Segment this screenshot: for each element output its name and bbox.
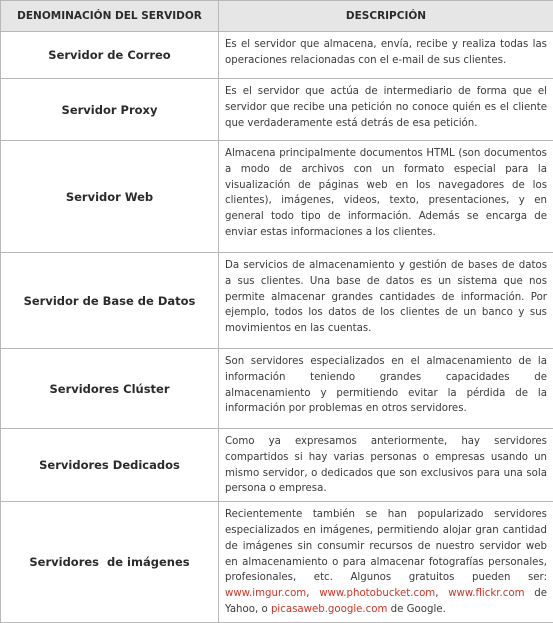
separator-text: , [435, 588, 448, 599]
description-text: de Google. [387, 604, 445, 615]
description-text: de Yahoo, o [225, 588, 547, 615]
server-name: Servidor de Correo [1, 32, 219, 79]
table-row [1, 79, 553, 141]
server-description: Es el servidor que almacena, envía, recibe y realiza todas las operaciones relacionadas con el e-mail de sus clientes. [219, 32, 553, 79]
table-row [1, 502, 553, 623]
server-description: Son servidores especializados en el almacenamiento de la información teniendo grandes capacidades de almacenamiento y permitiendo evitar la pérdida de la información por problemas en otros servidores. [219, 349, 553, 429]
server-description: Como ya expresamos anteriormente, hay servidores compartidos si hay varias personas o empresas usando un mismo servidor, o dedicados que son exclusivos para una sola persona o empresa. [219, 429, 553, 502]
server-description: Da servicios de almacenamiento y gestión de bases de datos a sus clientes. Una base de datos es un sistema que nos permite almacenar grandes cantidades de información. Por ejemplo, todos los datos de los clientes de un banco y sus movimientos en las cuentas. [219, 253, 553, 349]
table-row [1, 32, 553, 79]
header-descripcion: DESCRIPCIÓN [219, 1, 553, 32]
table-row [1, 429, 553, 502]
server-name: Servidores Clúster [1, 349, 219, 429]
flickr-link[interactable]: www.flickr.com [448, 588, 524, 599]
server-description: Almacena principalmente documentos HTML (son documentos a modo de archivos con un formato especial para la visualización de páginas web en los navegadores de los clientes), imágenes, videos, texto, presentaciones, y en general todo tipo de información. Además se encarga de enviar estas informaciones a los clientes. [219, 141, 553, 253]
server-name: Servidores Dedicados [1, 429, 219, 502]
header-row [1, 1, 553, 32]
server-name: Servidor Web [1, 141, 219, 253]
table-row [1, 349, 553, 429]
header-denominacion: DENOMINACIÓN DEL SERVIDOR [1, 1, 219, 32]
imgur-link[interactable]: www.imgur.com [225, 588, 306, 599]
server-description: Es el servidor que actúa de intermediario de forma que el servidor que recibe una petición no conoce quién es el cliente que verdaderamente está detrás de esa petición. [219, 79, 553, 141]
separator-text: , [306, 588, 319, 599]
table-row [1, 253, 553, 349]
server-name: Servidor de Base de Datos [1, 253, 219, 349]
photobucket-link[interactable]: www.photobucket.com [319, 588, 435, 599]
server-description [219, 502, 553, 623]
table-row [1, 141, 553, 253]
description-text: Recientemente también se han popularizado servidores especializados en imágenes, permitiendo alojar gran cantidad de imágenes sin consumir recursos de nuestro servidor web en almacenamiento o para almacenar fotografías personales, profesionales, etc. Algunos gratuitos pueden ser: [225, 509, 547, 583]
picasaweb-link[interactable]: picasaweb.google.com [271, 604, 388, 615]
server-name: Servidores de imágenes [1, 502, 219, 623]
server-name: Servidor Proxy [1, 79, 219, 141]
